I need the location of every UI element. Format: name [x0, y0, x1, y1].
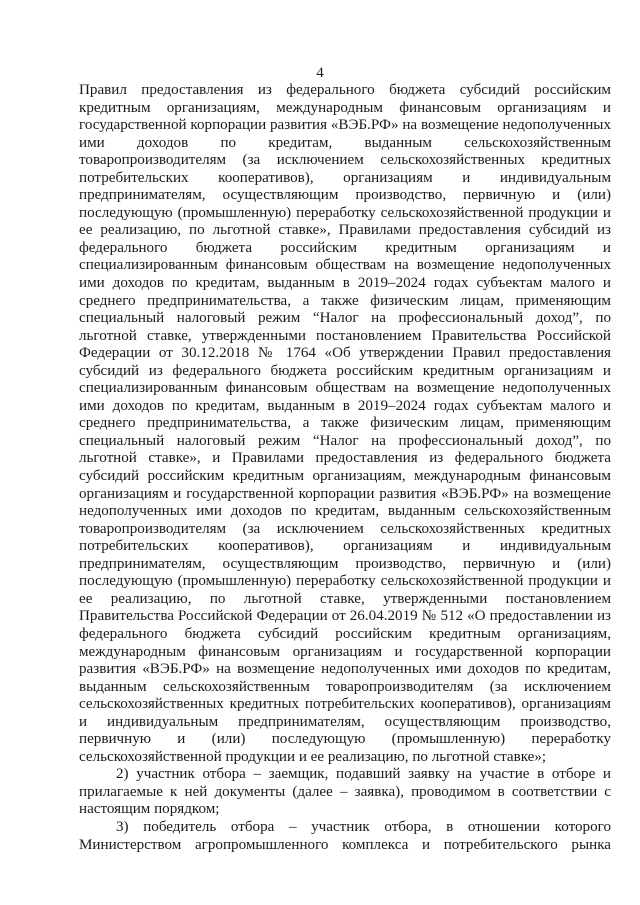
document-body — [79, 82, 611, 854]
list-item-2: 2) участник отбора – заемщик, подавший заявку на участие в отборе и прилагаемые к ней документы (далее – заявка), проводимом в соответствии с настоящим порядком; — [79, 766, 611, 818]
paragraph-continuation: Правил предоставления из федерального бюджета субсидий российским кредитным организациям, международным финансовым организациям и государственной корпорации развития «ВЭБ.РФ» на возмещение недополученных ими доходов по кредитам, выданным сельскохозяйственным товаропроизводителям (за исключением сельскохозяйственных кредитных потребительских кооперативов), организациям и индивидуальным предпринимателям, осуществляющим производство, первичную и (или) последующую (промышленную) переработку сельскохозяйственной продукции и ее реализацию, по льготной ставке», Правилами предоставления субсидий из федерального бюджета российским кредитным организациям и специализированным финансовым обществам на возмещение недополученных ими доходов по кредитам, выданным в 2019–2024 годах субъектам малого и среднего предпринимательства, а также физическим лицам, применяющим специальный налоговый режим “Налог на профессиональный доход”, по льготной ставке, утвержденными постановлением Правительства Российской Федерации от 30.12.2018 № 1764 «Об утверждении Правил предоставления субсидий из федерального бюджета российским кредитным организациям и специализированным финансовым обществам на возмещение недополученных ими доходов по кредитам, выданным в 2019–2024 годах субъектам малого и среднего предпринимательства, а также физическим лицам, применяющим специальный налоговый режим “Налог на профессиональный доход”, по льготной ставке», и Правилами предоставления из федерального бюджета субсидий российским кредитным организациям, международным финансовым организациям и государственной корпорации развития «ВЭБ.РФ» на возмещение недополученных ими доходов по кредитам, выданным сельскохозяйственным товаропроизводителям (за исключением сельскохозяйственных кредитных потребительских кооперативов), организациям и индивидуальным предпринимателям, осуществляющим производство, первичную и (или) последующую (промышленную) переработку сельскохозяйственной продукции и ее реализацию, по льготной ставке, утвержденными постановлением Правительства Российской Федерации от 26.04.2019 № 512 «О предоставлении из федерального бюджета субсидий российским кредитным организациям, международным финансовым организациям и государственной корпорации развития «ВЭБ.РФ» на возмещение недополученных ими доходов по кредитам, выданным сельскохозяйственным товаропроизводителям (за исключением сельскохозяйственных кредитных потребительских кооперативов), организациям и индивидуальным предпринимателям, осуществляющим производство, первичную и (или) последующую (промышленную) переработку сельскохозяйственной продукции и ее реализацию, по льготной ставке»; — [79, 82, 611, 765]
page-number: 4 — [316, 65, 324, 81]
list-item-3: 3) победитель отбора – участник отбора, в отношении которого Министерством агропромышленного комплекса и потребительского рынка — [79, 818, 611, 853]
